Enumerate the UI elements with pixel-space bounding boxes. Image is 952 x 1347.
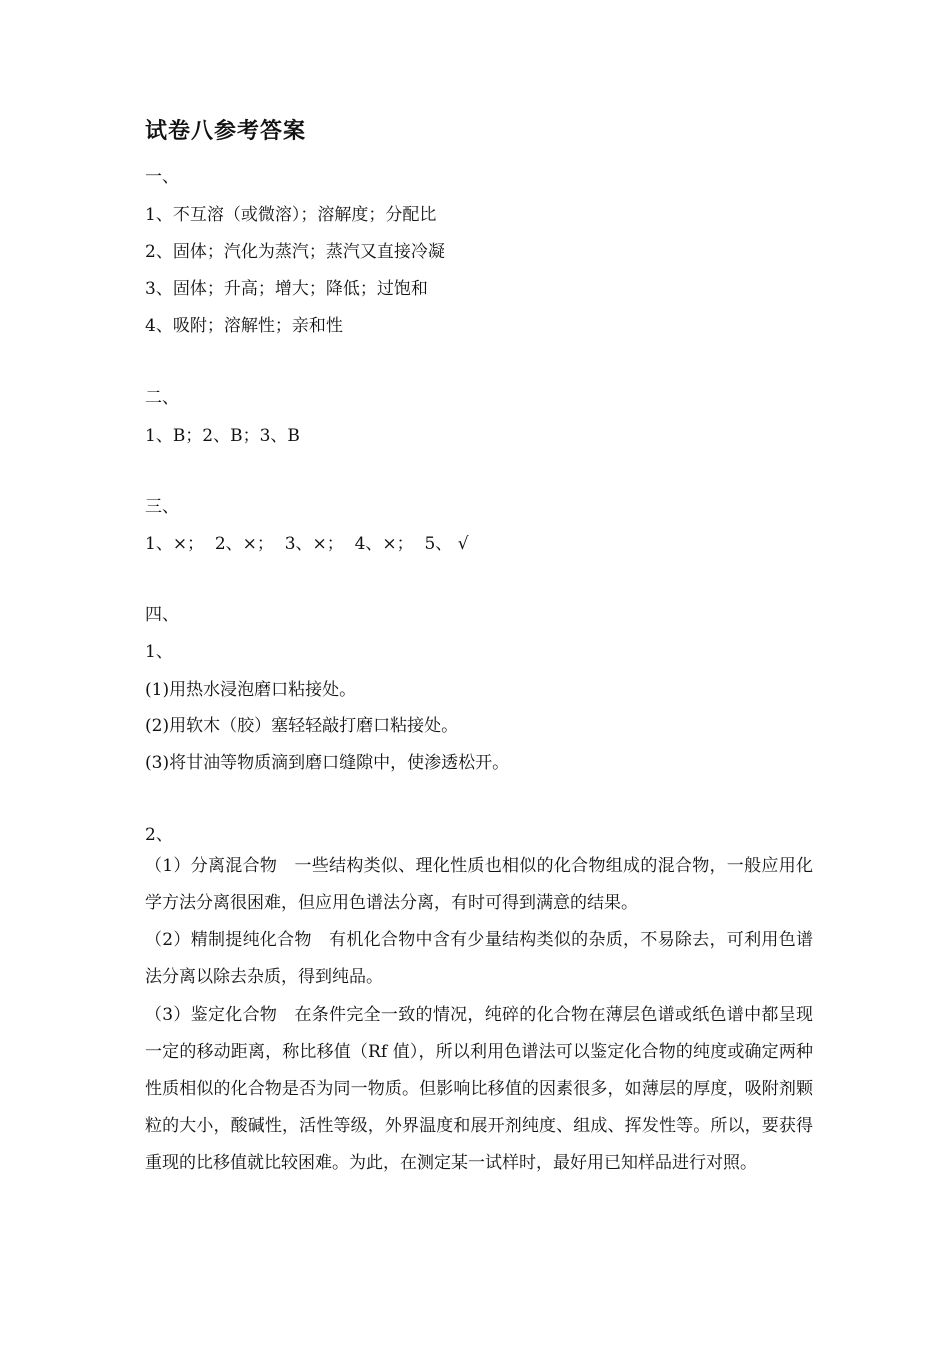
section-3-item-1: 1、×； 2、×； 3、×； 4、×； 5、 √: [145, 534, 469, 554]
section-2-item-1: 1、B；2、B；3、B: [145, 426, 300, 446]
section-4-q1-item-2: (2)用软木（胶）塞轻轻敲打磨口粘接处。: [145, 716, 459, 736]
section-4-heading: 四、: [145, 605, 179, 625]
section-1-heading: 一、: [145, 167, 179, 187]
section-4-q1-item-1: (1)用热水浸泡磨口粘接处。: [145, 680, 357, 700]
page-title: 试卷八参考答案: [145, 118, 307, 144]
section-1-item-1: 1、不互溶（或微溶）；溶解度；分配比: [145, 205, 437, 225]
section-1-item-4: 4、吸附；溶解性；亲和性: [145, 316, 343, 336]
section-1-item-2: 2、固体；汽化为蒸汽；蒸汽又直接冷凝: [145, 242, 445, 262]
section-4-q2-paragraph-3: （3）鉴定化合物 在条件完全一致的情况，纯碎的化合物在薄层色谱或纸色谱中都呈现一定的移动距离，称比移值（Rf 值），所以利用色谱法可以鉴定化合物的纯度或确定两种性质相似的化合物是否为同一物质。但影响比移值的因素很多，如薄层的厚度，吸附剂颗粒的大小，酸碱性，活性等级，外界温度和展开剂纯度、组成、挥发性等。所以，要获得重现的比移值就比较困难。为此，在测定某一试样时，最好用已知样品进行对照。: [145, 1005, 813, 1173]
section-2-heading: 二、: [145, 388, 179, 408]
section-4-q2-paragraph-1: （1）分离混合物 一些结构类似、理化性质也相似的化合物组成的混合物，一般应用化学方法分离很困难，但应用色谱法分离，有时可得到满意的结果。: [145, 856, 813, 913]
section-1-item-3: 3、固体；升高；增大；降低；过饱和: [145, 279, 428, 299]
section-4-q2-label: 2、: [145, 825, 173, 845]
section-4-q2-paragraph-2: （2）精制提纯化合物 有机化合物中含有少量结构类似的杂质，不易除去，可利用色谱法分离以除去杂质，得到纯品。: [145, 930, 813, 987]
section-4-q1-item-3: (3)将甘油等物质滴到磨口缝隙中，使渗透松开。: [145, 753, 510, 773]
section-4-q1-label: 1、: [145, 642, 173, 662]
section-3-heading: 三、: [145, 497, 179, 517]
